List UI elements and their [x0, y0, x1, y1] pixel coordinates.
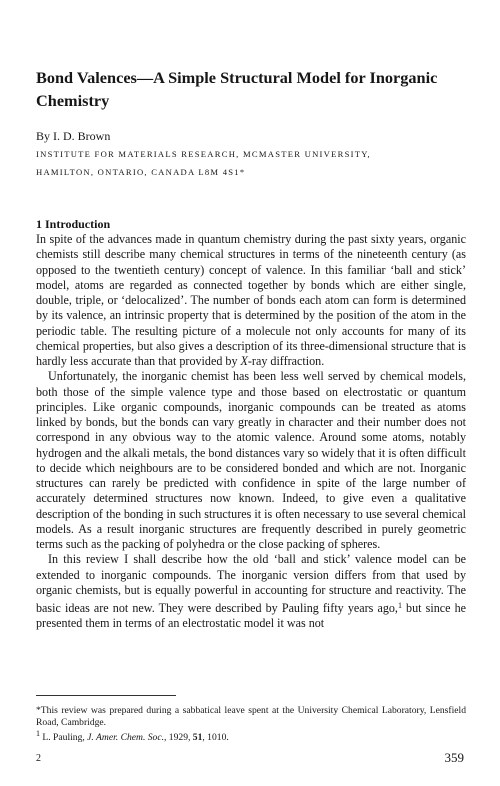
- footnote-1: [36, 728, 466, 744]
- footnote-star: *This review was prepared during a sabbatical leave spent at the University Chemical Laboratory, Lensfield Road, Cambridge.: [36, 705, 466, 728]
- affiliation-line-1: INSTITUTE FOR MATERIALS RESEARCH, MCMASTER UNIVERSITY,: [36, 149, 371, 159]
- footnote-divider: [36, 695, 176, 696]
- footnote-1-journal: J. Amer. Chem. Soc.: [87, 732, 164, 743]
- footnote-1-mark: 1: [36, 729, 40, 738]
- paragraph-2: Unfortunately, the inorganic chemist has been less well served by chemical models, both those of the simple valence type and those based on electrostatic or quantum principles. Like organic compounds, inorganic compounds can be treated as atoms linked by bonds, but the bonds can vary greatly in character and their number does not correspond in any obvious way to the atomic valence. Around some atoms, notably hydrogen and the alkali metals, the bond distances vary so widely that it is often difficult to decide which neighbours are to be considered bonded and which are not. Inorganic structures can rarely be predicted with confidence in spite of the large number of accurately determined structures now known. Indeed, to give even a qualitative description of the bonding in such structures it is often necessary to use several chemical models. As a result inorganic structures are frequently described in purely geometric terms such as the packing of polyhedra or the close packing of spheres.: [36, 369, 466, 551]
- author-byline: By I. D. Brown: [36, 129, 111, 143]
- section-heading: 1 Introduction: [36, 217, 111, 231]
- paragraph-3: [36, 552, 466, 631]
- footnote-1-year: , 1929,: [164, 732, 193, 743]
- author-affiliation: [36, 146, 466, 181]
- footnote-1-author: L. Pauling,: [40, 732, 88, 743]
- paragraph-1-text: In spite of the advances made in quantum chemistry during the past sixty years, organic chemists still describe many chemical structures in terms of the nineteenth century (as opposed to the twentieth century) concept of valence. In this familiar ‘ball and stick’ model, atoms are regarded as connected together by bonds which are either single, double, triple, or ‘delocalized’. The number of bonds each atom can form is determined by its valence, an intrinsic property that is determined by the position of the atom in the periodic table. The resulting picture of a molecule not only accounts for many of its chemical properties, but also gives a description of its three-dimensional structure that is hardly less accurate than that provided by: [36, 232, 466, 368]
- article-title: Bond Valences—A Simple Structural Model for Inorganic Chemistry: [36, 68, 438, 110]
- paragraph-1-text-end: -ray diffraction.: [247, 354, 325, 368]
- paragraph-1-italic: X: [240, 354, 248, 368]
- footnotes: [36, 705, 466, 744]
- body-text: [36, 232, 466, 632]
- signature-mark: 2: [36, 753, 41, 764]
- paragraph-1: [36, 232, 466, 369]
- footnote-1-page: , 1010.: [202, 732, 229, 743]
- footnote-1-volume: 51: [192, 732, 203, 743]
- page-number: 359: [444, 750, 464, 765]
- affiliation-line-2: HAMILTON, ONTARIO, CANADA L8M 4S1*: [36, 166, 246, 177]
- paragraph-3-text-end: but since he presented them in terms of an electrostatic model it was not: [36, 601, 466, 631]
- paragraph-3-text: In this review I shall describe how the old ‘ball and stick’ valence model can be extended to inorganic compounds. The inorganic version differs from that used by organic chemists, but is equally powerful in accounting for structure and reactivity. The basic ideas are not new. They were described by Pauling fifty years ago,: [36, 552, 466, 615]
- footnote-ref-1: 1: [397, 601, 402, 610]
